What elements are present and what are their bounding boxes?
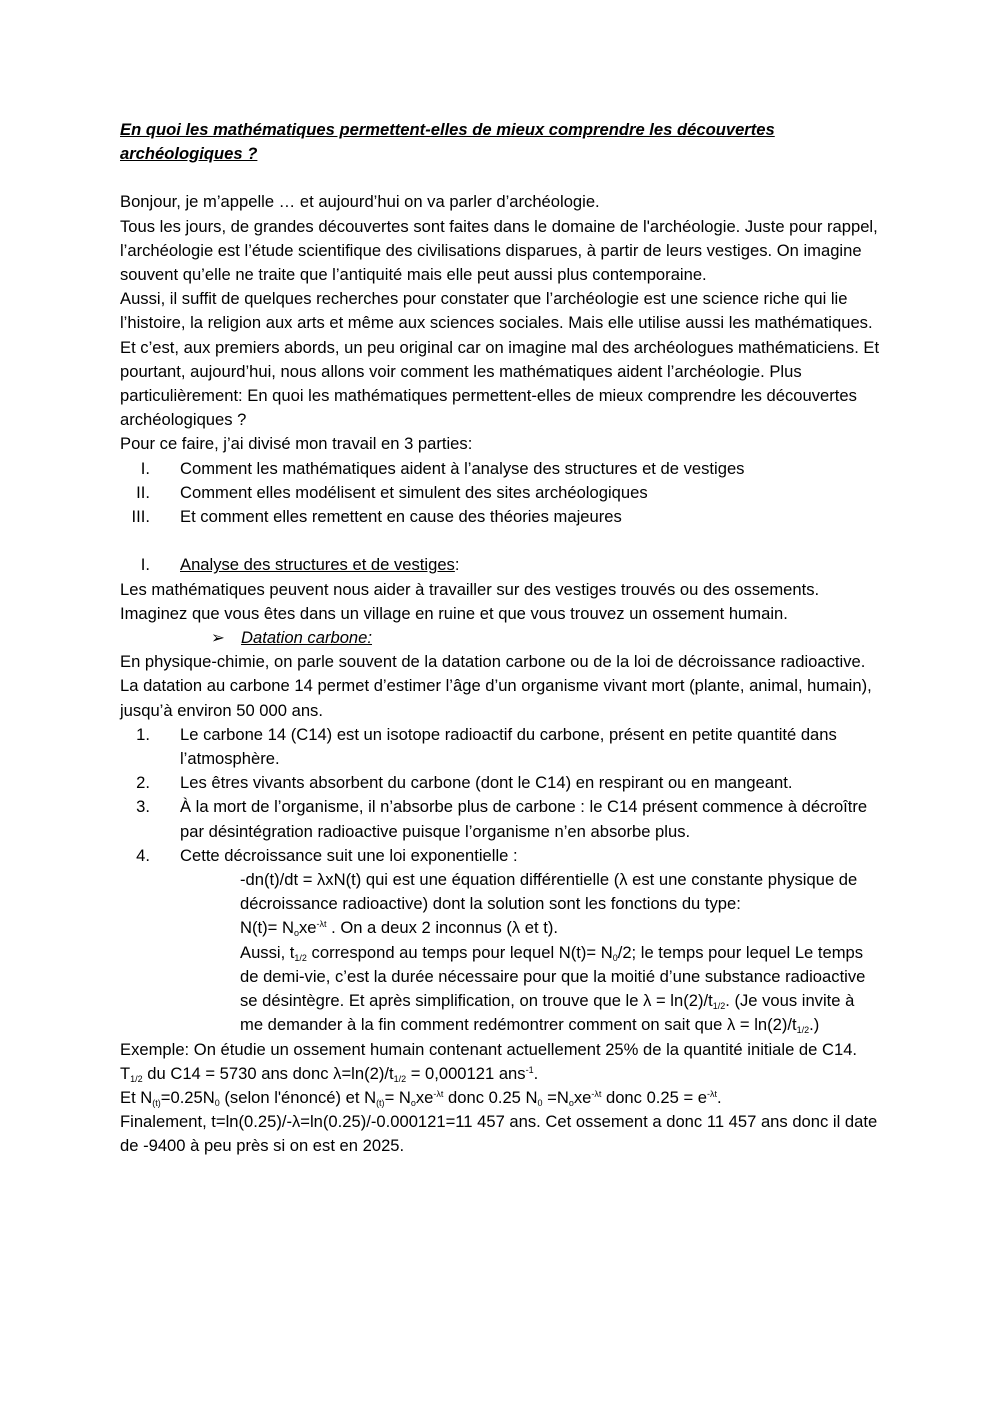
plan-list [120, 457, 880, 530]
intro-paragraph-problem: Et c’est, aux premiers abords, un peu original car on imagine mal des archéologues mathématiciens. Et pourtant, aujourd’hui, nous allons voir comment les mathématiques aident l’archéologie. Plus particulièrement: En quoi les mathématiques permettent-elles de mieux comprendre les découvertes archéologiques ? [120, 337, 880, 430]
section-heading-label: Analyse des structures et de vestiges [180, 555, 455, 575]
plan-item-text: Et comment elles remettent en cause des théories majeures [180, 507, 622, 527]
example-equation: Et $N_{(t)}=0.25N_0$ (selon l'énoncé) et $N_{(t)}= N_oxe^{-\lambda t}$ donc 0.25 $N_0 =N_oxe^{-\lambda t}$ donc $0.25 = e^{-\lambda t}$. [120, 1087, 722, 1108]
document-title: En quoi les mathématiques permettent-elles de mieux comprendre les découvertes archéologiques ? [120, 120, 775, 164]
list-marker: 3. [136, 797, 150, 817]
intro-paragraph-plan: Pour ce faire, j’ai divisé mon travail en 3 parties: [120, 434, 473, 454]
document-page [120, 118, 880, 1159]
subsection-heading [120, 626, 880, 650]
list-marker: 2. [136, 773, 150, 793]
plan-item [120, 481, 880, 505]
step-item [120, 723, 880, 771]
plan-item-text: Comment elles modélisent et simulent des sites archéologiques [180, 482, 648, 502]
example-statement: Exemple: On étudie un ossement humain contenant actuellement 25% de la quantité initiale de C14. $T_{1/2}$ du C14 = 5730 ans donc $\lambda=\ln(2)/t_{1/2} = 0,000121$ ans$^{-1}$. [120, 1039, 858, 1084]
step-text: Les êtres vivants absorbent du carbone (dont le C14) en respirant ou en mangeant. [180, 773, 793, 793]
step-text: Cette décroissance suit une loi exponentielle : [180, 845, 518, 865]
plan-item [120, 505, 880, 529]
steps-list [120, 723, 880, 868]
plan-item [120, 457, 880, 481]
intro-greeting: Bonjour, je m’appelle … et aujourd’hui on va parler d’archéologie. [120, 192, 600, 212]
step-text: À la mort de l’organisme, il n’absorbe plus de carbone : le C14 présent commence à décroître par désintégration radioactive puisque l’organisme n’en absorbe plus. [180, 797, 868, 841]
subsection-intro: En physique-chimie, on parle souvent de la datation carbone ou de la loi de décroissance radioactive. La datation au carbone 14 permet d’estimer l’âge d’un organisme vivant mort (plante, animal, humain), jusqu’à environ 50 000 ans. [120, 652, 872, 720]
section-heading [120, 553, 880, 577]
step-text: Le carbone 14 (C14) est un isotope radioactif du carbone, présent en petite quantité dans l’atmosphère. [180, 724, 837, 769]
list-marker: II. [136, 482, 150, 502]
step-item [120, 795, 880, 843]
formula-solution: $N(t)= N_oxe^{-\lambda t}$ . On a deux 2 inconnus (λ et t). [240, 918, 558, 939]
formula-differential-equation: -dn(t)/dt = λxN(t) qui est une équation différentielle (λ est une constante physique de décroissance radioactive) dont la solution sont les fonctions du type: [240, 870, 858, 914]
list-marker: 1. [136, 724, 150, 744]
list-marker: I. [140, 458, 150, 478]
section-intro: Les mathématiques peuvent nous aider à travailler sur des vestiges trouvés ou des ossements. Imaginez que vous êtes dans un village en ruine et que vous trouvez un ossement humain. [120, 579, 820, 623]
list-marker: III. [131, 507, 150, 527]
step-item [120, 771, 880, 795]
example-conclusion: Finalement, t=ln(0.25)/-λ=ln(0.25)/-0.000121=11 457 ans. Cet ossement a donc 11 457 ans donc il date de -9400 à peu près si on est en 2025. [120, 1112, 878, 1156]
section-heading-colon: : [454, 555, 460, 575]
blank-line [120, 529, 880, 553]
section-marker: I. [140, 555, 150, 575]
intro-paragraph-definition: Tous les jours, de grandes découvertes sont faites dans le domaine de l'archéologie. Juste pour rappel, l’archéologie est l’étude scientifique des civilisations disparues, à partir de leurs vestiges. On imagine souvent qu’elle ne traite que l’antiquité mais elle peut aussi plus contemporaine. [120, 216, 878, 285]
subsection-heading-label: Datation carbone: [241, 628, 372, 648]
formula-block [120, 868, 880, 1037]
formula-half-life: Aussi, $t_{1/2}$ correspond au temps pour lequel $N(t)= N_0/2$; le temps pour lequel Le temps de demi-vie, c’est la durée nécessaire pour que la moitié d’une substance radioactive se désintègre. Et après simplification, on trouve que le $\lambda = \ln(2)/t_{1/2}$. (Je vous invite à me demander à la fin comment redémontrer comment on sait que $\lambda = \ln(2)/t_{1/2}$.) [240, 942, 866, 1036]
arrow-bullet-icon: ➢ [211, 628, 225, 648]
step-item [120, 844, 880, 868]
list-marker: 4. [136, 845, 150, 865]
plan-item-text: Comment les mathématiques aident à l’analyse des structures et de vestiges [180, 458, 745, 478]
intro-paragraph-sciences: Aussi, il suffit de quelques recherches pour constater que l’archéologie est une science riche qui lie l’histoire, la religion aux arts et même aux sciences sociales. Mais elle utilise aussi les mathématiques. [120, 289, 873, 333]
